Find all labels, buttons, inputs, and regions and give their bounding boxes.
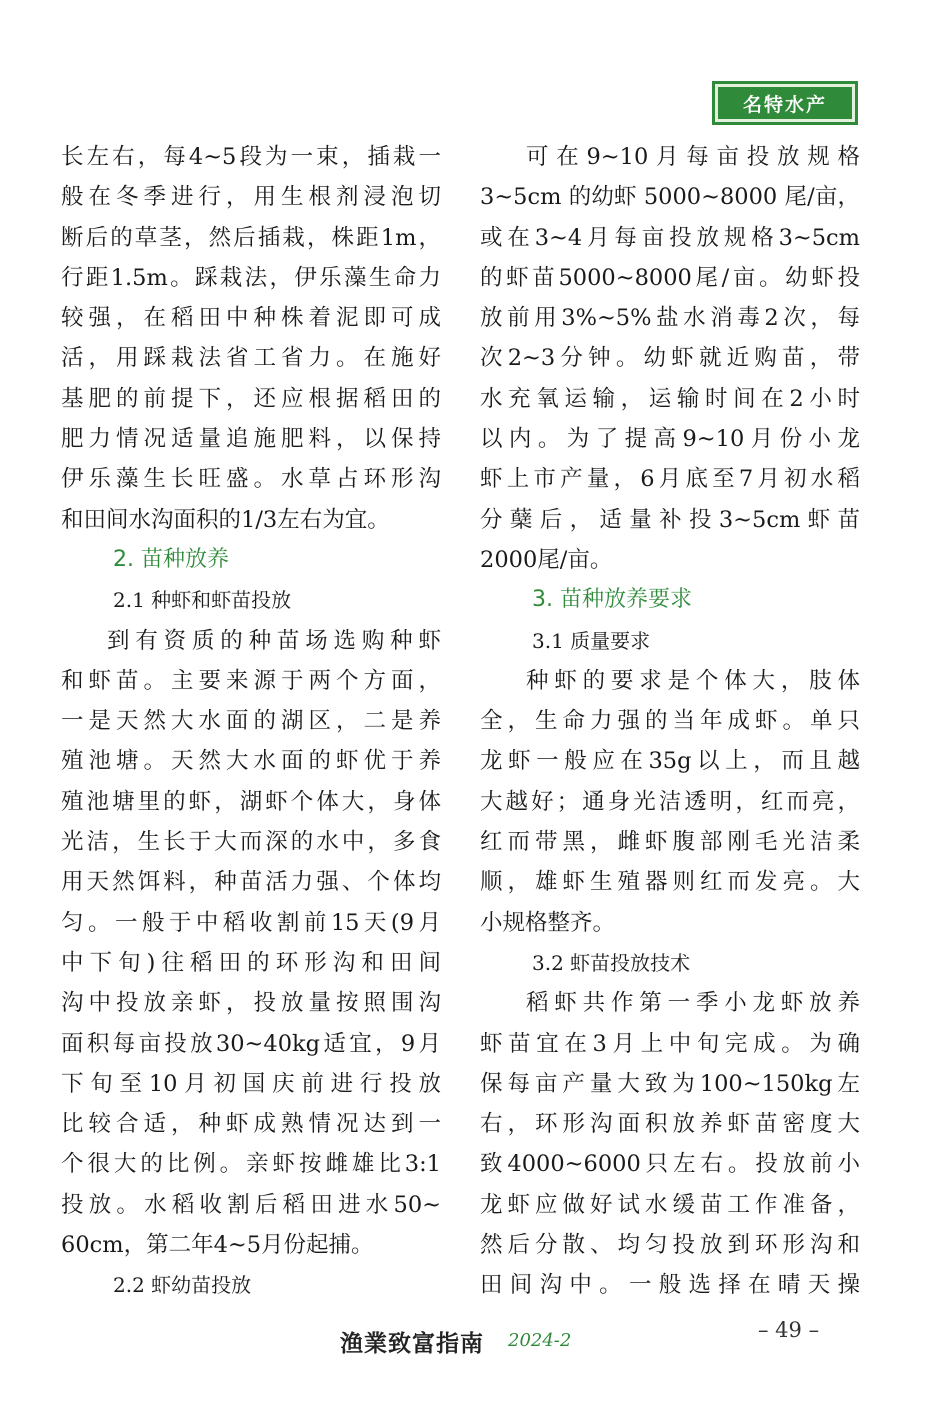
text-line: 分蘖后，适量补投3~5cm虾苗 (480, 506, 860, 533)
text-line: 可在9~10月每亩投放规格 (526, 144, 860, 170)
section-heading: 3. 苗种放养要求 (532, 587, 692, 613)
text-line: 匀。一般于中稻收割前15天(9月 (61, 909, 441, 936)
subsection-heading: 2.2 虾幼苗投放 (113, 1273, 252, 1298)
text-line: 3~5cm 的幼虾 5000~8000 尾/亩， (480, 184, 860, 211)
text-line: 水充氧运输，运输时间在2小时 (480, 385, 860, 412)
text-line: 红而带黑，雌虾腹部刚毛光洁柔 (480, 829, 860, 856)
text-line: 活，用踩栽法省工省力。在施好 (61, 345, 441, 372)
text-line: 和田间水沟面积的1/3左右为宜。 (61, 506, 390, 533)
text-line: 龙虾一般应在35g以上，而且越 (480, 748, 860, 775)
text-line: 比较合适，种虾成熟情况达到一 (61, 1111, 441, 1138)
left-column (61, 137, 441, 1306)
page-number: – 49 – (758, 1318, 820, 1342)
section-badge-label: 名特水产 (718, 87, 852, 119)
text-line: 保每亩产量大致为100~150kg左 (480, 1070, 860, 1097)
text-line: 行距1.5m。踩栽法，伊乐藻生命力 (61, 264, 441, 291)
text-line: 右，环形沟面积放养虾苗密度大 (480, 1111, 860, 1138)
text-line: 大越好；通身光洁透明，红而亮， (480, 788, 860, 815)
text-line: 长左右，每4~5段为一束，插栽一 (61, 144, 441, 170)
text-line: 面积每亩投放30~40kg适宜，9月 (61, 1030, 441, 1057)
subsection-heading: 3.1 质量要求 (532, 628, 651, 653)
text-line: 伊乐藻生长旺盛。水草占环形沟 (61, 466, 441, 493)
text-line: 中下旬)往稻田的环形沟和田间 (61, 949, 441, 976)
section-badge (712, 81, 858, 125)
text-line: 稻虾共作第一季小龙虾放养 (526, 990, 860, 1017)
text-line: 殖池塘里的虾，湖虾个体大，身体 (61, 788, 441, 815)
text-line: 般在冬季进行，用生根剂浸泡切 (61, 184, 441, 211)
text-line: 2000尾/亩。 (480, 546, 613, 573)
text-line: 用天然饵料，种苗活力强、个体均 (61, 869, 441, 896)
text-line: 较强，在稻田中种株着泥即可成 (61, 305, 441, 332)
text-line: 顺，雄虾生殖器则红而发亮。大 (480, 869, 860, 896)
text-line: 一是天然大水面的湖区，二是养 (61, 708, 441, 735)
text-line: 下旬至10月初国庆前进行投放 (61, 1070, 441, 1097)
text-line: 次2~3分钟。幼虾就近购苗，带 (480, 345, 860, 372)
text-line: 投放。水稻收割后稻田进水50~ (61, 1191, 441, 1218)
text-line: 然后分散、均匀投放到环形沟和 (480, 1232, 860, 1259)
magazine-title: 渔業致富指南 (340, 1331, 484, 1357)
text-line: 个很大的比例。亲虾按雌雄比3:1 (61, 1151, 441, 1178)
text-line: 虾上市产量，6月底至7月初水稻 (480, 466, 860, 493)
issue-number: 2024-2 (508, 1330, 572, 1351)
subsection-heading: 3.2 虾苗投放技术 (532, 950, 691, 975)
text-line: 全，生命力强的当年成虾。单只 (480, 708, 860, 735)
text-line: 沟中投放亲虾，投放量按照围沟 (61, 990, 441, 1017)
text-line: 龙虾应做好试水缓苗工作准备， (480, 1191, 860, 1218)
text-line: 以内。为了提高9~10月份小龙 (480, 426, 860, 453)
text-line: 田间沟中。一般选择在晴天操 (480, 1272, 860, 1299)
subsection-heading: 2.1 种虾和虾苗投放 (113, 588, 292, 613)
text-line: 或在3~4月每亩投放规格3~5cm (480, 224, 860, 251)
section-heading: 2. 苗种放养 (113, 546, 229, 572)
text-line: 基肥的前提下，还应根据稻田的 (61, 385, 441, 412)
text-line: 60cm，第二年4~5月份起捕。 (61, 1232, 374, 1259)
text-line: 放前用3%~5%盐水消毒2次，每 (480, 305, 860, 332)
text-line: 肥力情况适量追施肥料，以保持 (61, 426, 441, 453)
text-line: 小规格整齐。 (480, 909, 616, 936)
text-line: 种虾的要求是个体大，肢体 (526, 667, 860, 694)
right-column (480, 137, 860, 1306)
text-line: 断后的草茎，然后插栽，株距1m， (61, 224, 441, 251)
text-line: 光洁，生长于大而深的水中，多食 (61, 829, 441, 856)
text-line: 致4000~6000只左右。投放前小 (480, 1151, 860, 1178)
text-line: 到有资质的种苗场选购种虾 (107, 627, 441, 654)
text-line: 殖池塘。天然大水面的虾优于养 (61, 748, 441, 775)
text-line: 和虾苗。主要来源于两个方面， (61, 667, 441, 694)
text-line: 虾苗宜在3月上中旬完成。为确 (480, 1030, 860, 1057)
text-line: 的虾苗5000~8000尾/亩。幼虾投 (480, 264, 860, 291)
